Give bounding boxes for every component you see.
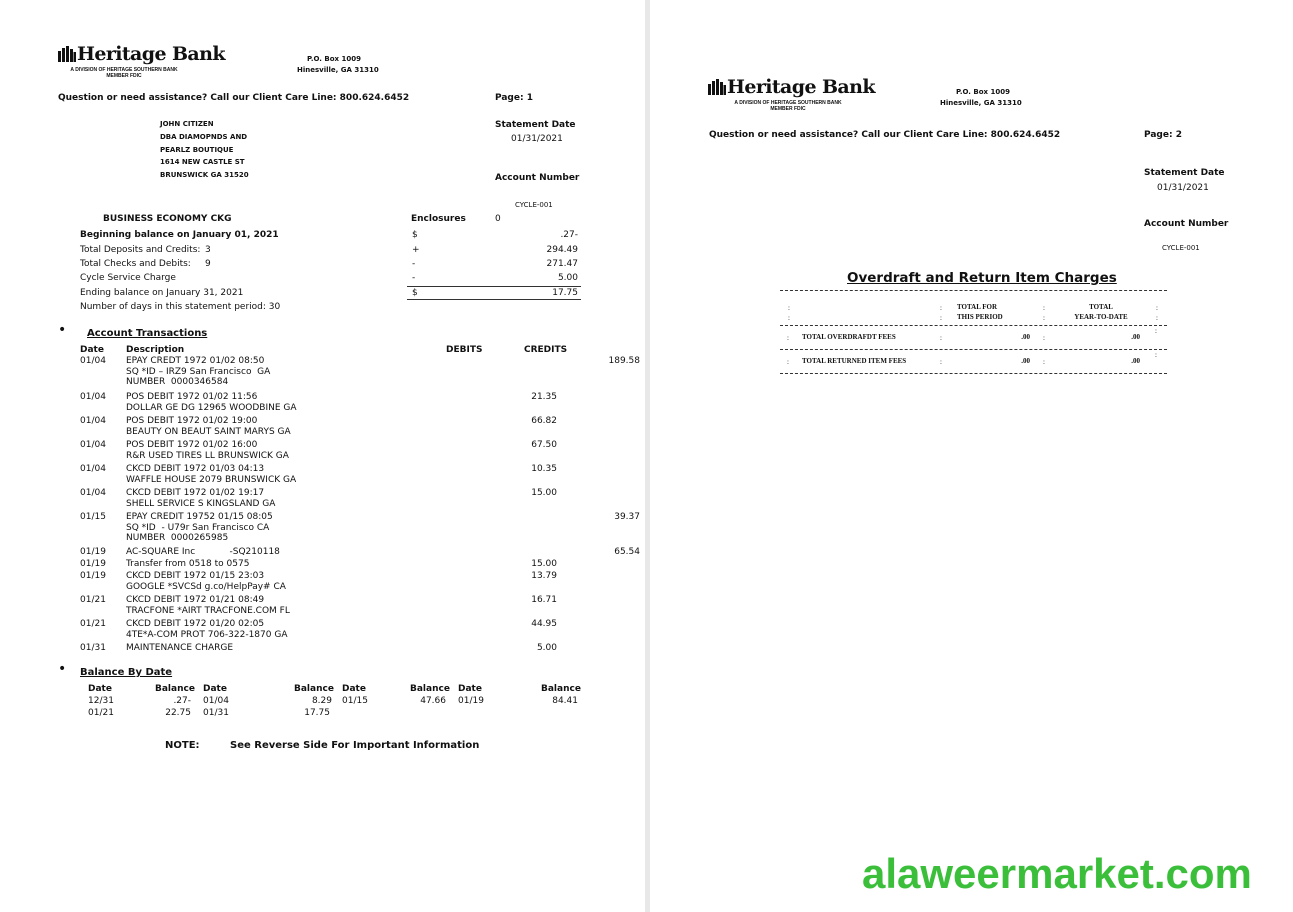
bank-division: A DIVISION OF HERITAGE SOUTHERN BANK MEMBER FDIC bbox=[70, 67, 178, 79]
colon: : bbox=[787, 334, 789, 342]
page-number: Page: 2 bbox=[1144, 130, 1182, 140]
col-header-ytd: TOTAL YEAR-TO-DATE bbox=[1074, 303, 1128, 321]
summary-sign: + bbox=[412, 245, 420, 255]
transaction-credit: 189.58 bbox=[608, 356, 640, 366]
balance-header-date: Date bbox=[88, 684, 112, 694]
account-type: BUSINESS ECONOMY CKG bbox=[103, 214, 232, 224]
summary-amount: 271.47 bbox=[546, 259, 578, 269]
transaction-description bbox=[126, 488, 275, 509]
bullet-icon: • bbox=[58, 661, 67, 677]
transaction-date: 01/04 bbox=[80, 440, 106, 450]
transaction-description-line: BEAUTY ON BEAUT SAINT MARYS GA bbox=[126, 426, 291, 437]
bank-logo-icon bbox=[708, 79, 726, 95]
tx-header-credits: CREDITS bbox=[524, 345, 568, 355]
transaction-debit: 10.35 bbox=[531, 464, 557, 474]
transaction-credit: 65.54 bbox=[614, 547, 640, 557]
transaction-description bbox=[126, 512, 273, 544]
transaction-description-line: CKCD DEBIT 1972 01/02 19:17 bbox=[126, 488, 265, 498]
summary-amount: 5.00 bbox=[557, 273, 578, 283]
fee-period: .00 bbox=[1021, 357, 1030, 365]
transaction-date: 01/19 bbox=[80, 559, 106, 569]
balance-date: 01/21 bbox=[88, 708, 114, 718]
client-care-line: Question or need assistance? Call our Client Care Line: 800.624.6452 bbox=[58, 93, 410, 103]
transaction-date: 01/04 bbox=[80, 488, 106, 498]
transaction-debit: 44.95 bbox=[531, 619, 557, 629]
summary-label: Cycle Service Charge bbox=[80, 273, 176, 283]
fee-ytd: .00 bbox=[1131, 357, 1140, 365]
summary-rule bbox=[407, 286, 581, 287]
colon: : bbox=[940, 334, 942, 342]
fee-label: TOTAL OVERDRAFDT FEES bbox=[802, 333, 896, 341]
balance-header-date: Date bbox=[342, 684, 366, 694]
summary-sign: - bbox=[412, 259, 416, 269]
days-in-period: Number of days in this statement period: 30 bbox=[80, 302, 281, 312]
transactions-heading: Account Transactions bbox=[87, 328, 208, 339]
table-rule bbox=[780, 290, 1167, 291]
transaction-description-line: CKCD DEBIT 1972 01/15 23:03 bbox=[126, 571, 265, 581]
transaction-description-line: CKCD DEBIT 1972 01/20 02:05 bbox=[126, 619, 265, 629]
transaction-description bbox=[126, 464, 296, 485]
transaction-debit: 13.79 bbox=[531, 571, 557, 581]
transaction-description bbox=[126, 392, 297, 413]
table-rule bbox=[780, 325, 1167, 326]
transaction-date: 01/04 bbox=[80, 356, 106, 366]
statement-page-1 bbox=[0, 0, 645, 912]
balance-header-balance: Balance bbox=[541, 684, 581, 694]
bullet-icon: • bbox=[58, 322, 67, 338]
colon-col: : : bbox=[940, 304, 942, 322]
summary-sign: $ bbox=[412, 288, 418, 298]
transaction-description-line: SQ *ID - U79r San Francisco CA bbox=[126, 522, 270, 533]
transaction-date: 01/19 bbox=[80, 547, 106, 557]
bank-division: A DIVISION OF HERITAGE SOUTHERN BANK MEMBER FDIC bbox=[734, 100, 842, 112]
transaction-description-line: NUMBER 0000265985 bbox=[126, 533, 229, 543]
balance-date: 12/31 bbox=[88, 696, 114, 706]
bank-logo-icon bbox=[58, 46, 76, 62]
summary-amount: .27- bbox=[560, 230, 578, 240]
statement-date-label: Statement Date bbox=[495, 120, 576, 130]
account-number-label: Account Number bbox=[1144, 219, 1229, 229]
balance-header-balance: Balance bbox=[410, 684, 450, 694]
transaction-date: 01/04 bbox=[80, 392, 106, 402]
balance-amount: 17.75 bbox=[304, 708, 330, 718]
page-number: Page: 1 bbox=[495, 93, 533, 103]
po-box: P.O. Box 1009 bbox=[956, 88, 1010, 96]
transaction-debit: 66.82 bbox=[531, 416, 557, 426]
transaction-description-line: NUMBER 0000346584 bbox=[126, 377, 229, 387]
client-care-line: Question or need assistance? Call our Client Care Line: 800.624.6452 bbox=[709, 130, 1061, 140]
transaction-description-line: CKCD DEBIT 1972 01/03 04:13 bbox=[126, 464, 265, 474]
transaction-description bbox=[126, 356, 270, 388]
transaction-date: 01/04 bbox=[80, 416, 106, 426]
transaction-description bbox=[126, 416, 291, 437]
balance-date: 01/19 bbox=[458, 696, 484, 706]
transaction-debit: 21.35 bbox=[531, 392, 557, 402]
transaction-description bbox=[126, 619, 287, 640]
balance-date: 01/04 bbox=[203, 696, 229, 706]
account-number: CYCLE-001 bbox=[515, 201, 553, 209]
summary-amount: 294.49 bbox=[546, 245, 578, 255]
table-rule bbox=[780, 349, 1167, 350]
col-header-period: TOTAL FOR THIS PERIOD bbox=[957, 303, 1003, 321]
balance-header-balance: Balance bbox=[155, 684, 195, 694]
transaction-description-line: WAFFLE HOUSE 2079 BRUNSWICK GA bbox=[126, 474, 297, 485]
colon: : bbox=[1043, 334, 1045, 342]
bank-city: Hinesville, GA 31310 bbox=[297, 66, 379, 74]
transaction-description-line: POS DEBIT 1972 01/02 19:00 bbox=[126, 416, 258, 426]
balance-header-date: Date bbox=[203, 684, 227, 694]
note-label: NOTE: bbox=[165, 740, 200, 751]
watermark: alaweermarket.com bbox=[862, 850, 1252, 897]
transaction-description-line: 4TE*A-COM PROT 706-322-1870 GA bbox=[126, 629, 288, 640]
summary-rule bbox=[407, 299, 581, 300]
transaction-description-line: GOOGLE *SVCSd g.co/HelpPay# CA bbox=[126, 581, 286, 592]
transaction-debit: 16.71 bbox=[531, 595, 557, 605]
summary-count: 3 bbox=[205, 245, 211, 255]
transaction-debit: 5.00 bbox=[536, 643, 557, 653]
account-number: CYCLE-001 bbox=[1162, 244, 1200, 252]
balance-header-date: Date bbox=[458, 684, 482, 694]
table-rule bbox=[780, 373, 1167, 374]
overdraft-title: Overdraft and Return Item Charges bbox=[847, 270, 1117, 286]
account-number-label: Account Number bbox=[495, 173, 580, 183]
transaction-description-line: R&R USED TIRES LL BRUNSWICK GA bbox=[126, 450, 289, 461]
transaction-description-line: EPAY CREDT 1972 01/02 08:50 bbox=[126, 356, 265, 366]
transaction-description-line: EPAY CREDIT 19752 01/15 08:05 bbox=[126, 512, 273, 522]
transaction-description bbox=[126, 440, 289, 461]
transaction-debit: 15.00 bbox=[531, 488, 557, 498]
summary-label: Ending balance on January 31, 2021 bbox=[80, 288, 244, 298]
enclosures-label: Enclosures bbox=[411, 214, 466, 224]
balance-amount: 8.29 bbox=[311, 696, 332, 706]
colon-col: : : bbox=[788, 304, 790, 322]
transaction-date: 01/31 bbox=[80, 643, 106, 653]
summary-count: 9 bbox=[205, 259, 211, 269]
bank-city: Hinesville, GA 31310 bbox=[940, 99, 1022, 107]
fee-ytd: .00 bbox=[1131, 333, 1140, 341]
transaction-credit: 39.37 bbox=[614, 512, 640, 522]
transaction-date: 01/21 bbox=[80, 595, 106, 605]
transaction-description-line: POS DEBIT 1972 01/02 16:00 bbox=[126, 440, 258, 450]
enclosures-value: 0 bbox=[495, 214, 501, 224]
transaction-debit: 15.00 bbox=[531, 559, 557, 569]
balance-amount: .27- bbox=[173, 696, 191, 706]
balance-date: 01/31 bbox=[203, 708, 229, 718]
transaction-description-line: Transfer from 0518 to 0575 bbox=[126, 559, 250, 569]
balance-header-balance: Balance bbox=[294, 684, 334, 694]
balance-amount: 22.75 bbox=[165, 708, 191, 718]
fee-period: .00 bbox=[1021, 333, 1030, 341]
transaction-description bbox=[126, 559, 249, 570]
transaction-date: 01/19 bbox=[80, 571, 106, 581]
transaction-description bbox=[126, 595, 290, 616]
transaction-description-line: TRACFONE *AIRT TRACFONE.COM FL bbox=[126, 605, 290, 616]
transaction-description-line: POS DEBIT 1972 01/02 11:56 bbox=[126, 392, 258, 402]
transaction-date: 01/15 bbox=[80, 512, 106, 522]
transaction-description-line: DOLLAR GE DG 12965 WOODBINE GA bbox=[126, 402, 297, 413]
transaction-date: 01/04 bbox=[80, 464, 106, 474]
balance-amount: 84.41 bbox=[552, 696, 578, 706]
balance-heading: Balance By Date bbox=[80, 667, 173, 678]
colon: : bbox=[1155, 351, 1157, 359]
summary-sign: $ bbox=[412, 230, 418, 240]
bank-name: Heritage Bank bbox=[77, 43, 225, 65]
colon-col: : : bbox=[1156, 304, 1158, 322]
summary-amount: 17.75 bbox=[552, 288, 578, 298]
colon: : bbox=[787, 358, 789, 366]
statement-date: 01/31/2021 bbox=[511, 134, 563, 144]
transaction-description-line: MAINTENANCE CHARGE bbox=[126, 643, 234, 653]
colon: : bbox=[940, 358, 942, 366]
statement-date: 01/31/2021 bbox=[1157, 183, 1209, 193]
tx-header-date: Date bbox=[80, 345, 104, 355]
note-text: See Reverse Side For Important Information bbox=[230, 740, 480, 751]
colon-col: : : bbox=[1043, 304, 1045, 322]
summary-sign: - bbox=[412, 273, 416, 283]
balance-date: 01/15 bbox=[342, 696, 368, 706]
statement-date-label: Statement Date bbox=[1144, 168, 1225, 178]
summary-label: Total Deposits and Credits: bbox=[80, 245, 201, 255]
transaction-description bbox=[126, 547, 280, 558]
transaction-description bbox=[126, 571, 286, 592]
summary-label: Total Checks and Debits: bbox=[80, 259, 191, 269]
bank-name: Heritage Bank bbox=[727, 76, 875, 98]
fee-label: TOTAL RETURNED ITEM FEES bbox=[802, 357, 907, 365]
transaction-debit: 67.50 bbox=[531, 440, 557, 450]
colon: : bbox=[1155, 327, 1157, 335]
transaction-description-line: SHELL SERVICE S KINGSLAND GA bbox=[126, 498, 276, 509]
customer-address: JOHN CITIZEN DBA DIAMOPNDS AND PEARLZ BOUTIQUE 1614 NEW CASTLE ST BRUNSWICK GA 31520 bbox=[160, 120, 249, 180]
transaction-date: 01/21 bbox=[80, 619, 106, 629]
transaction-description-line: SQ *ID – IRZ9 San Francisco GA bbox=[126, 366, 271, 377]
transaction-description bbox=[126, 643, 233, 654]
statement-page-2 bbox=[650, 0, 1293, 912]
colon: : bbox=[1043, 358, 1045, 366]
tx-header-description: Description bbox=[126, 345, 185, 355]
balance-amount: 47.66 bbox=[420, 696, 446, 706]
po-box: P.O. Box 1009 bbox=[307, 55, 361, 63]
transaction-description-line: CKCD DEBIT 1972 01/21 08:49 bbox=[126, 595, 265, 605]
transaction-description-line: AC-SQUARE Inc -SQ210118 bbox=[126, 547, 280, 557]
summary-label: Beginning balance on January 01, 2021 bbox=[80, 230, 279, 240]
tx-header-debits: DEBITS bbox=[446, 345, 483, 355]
